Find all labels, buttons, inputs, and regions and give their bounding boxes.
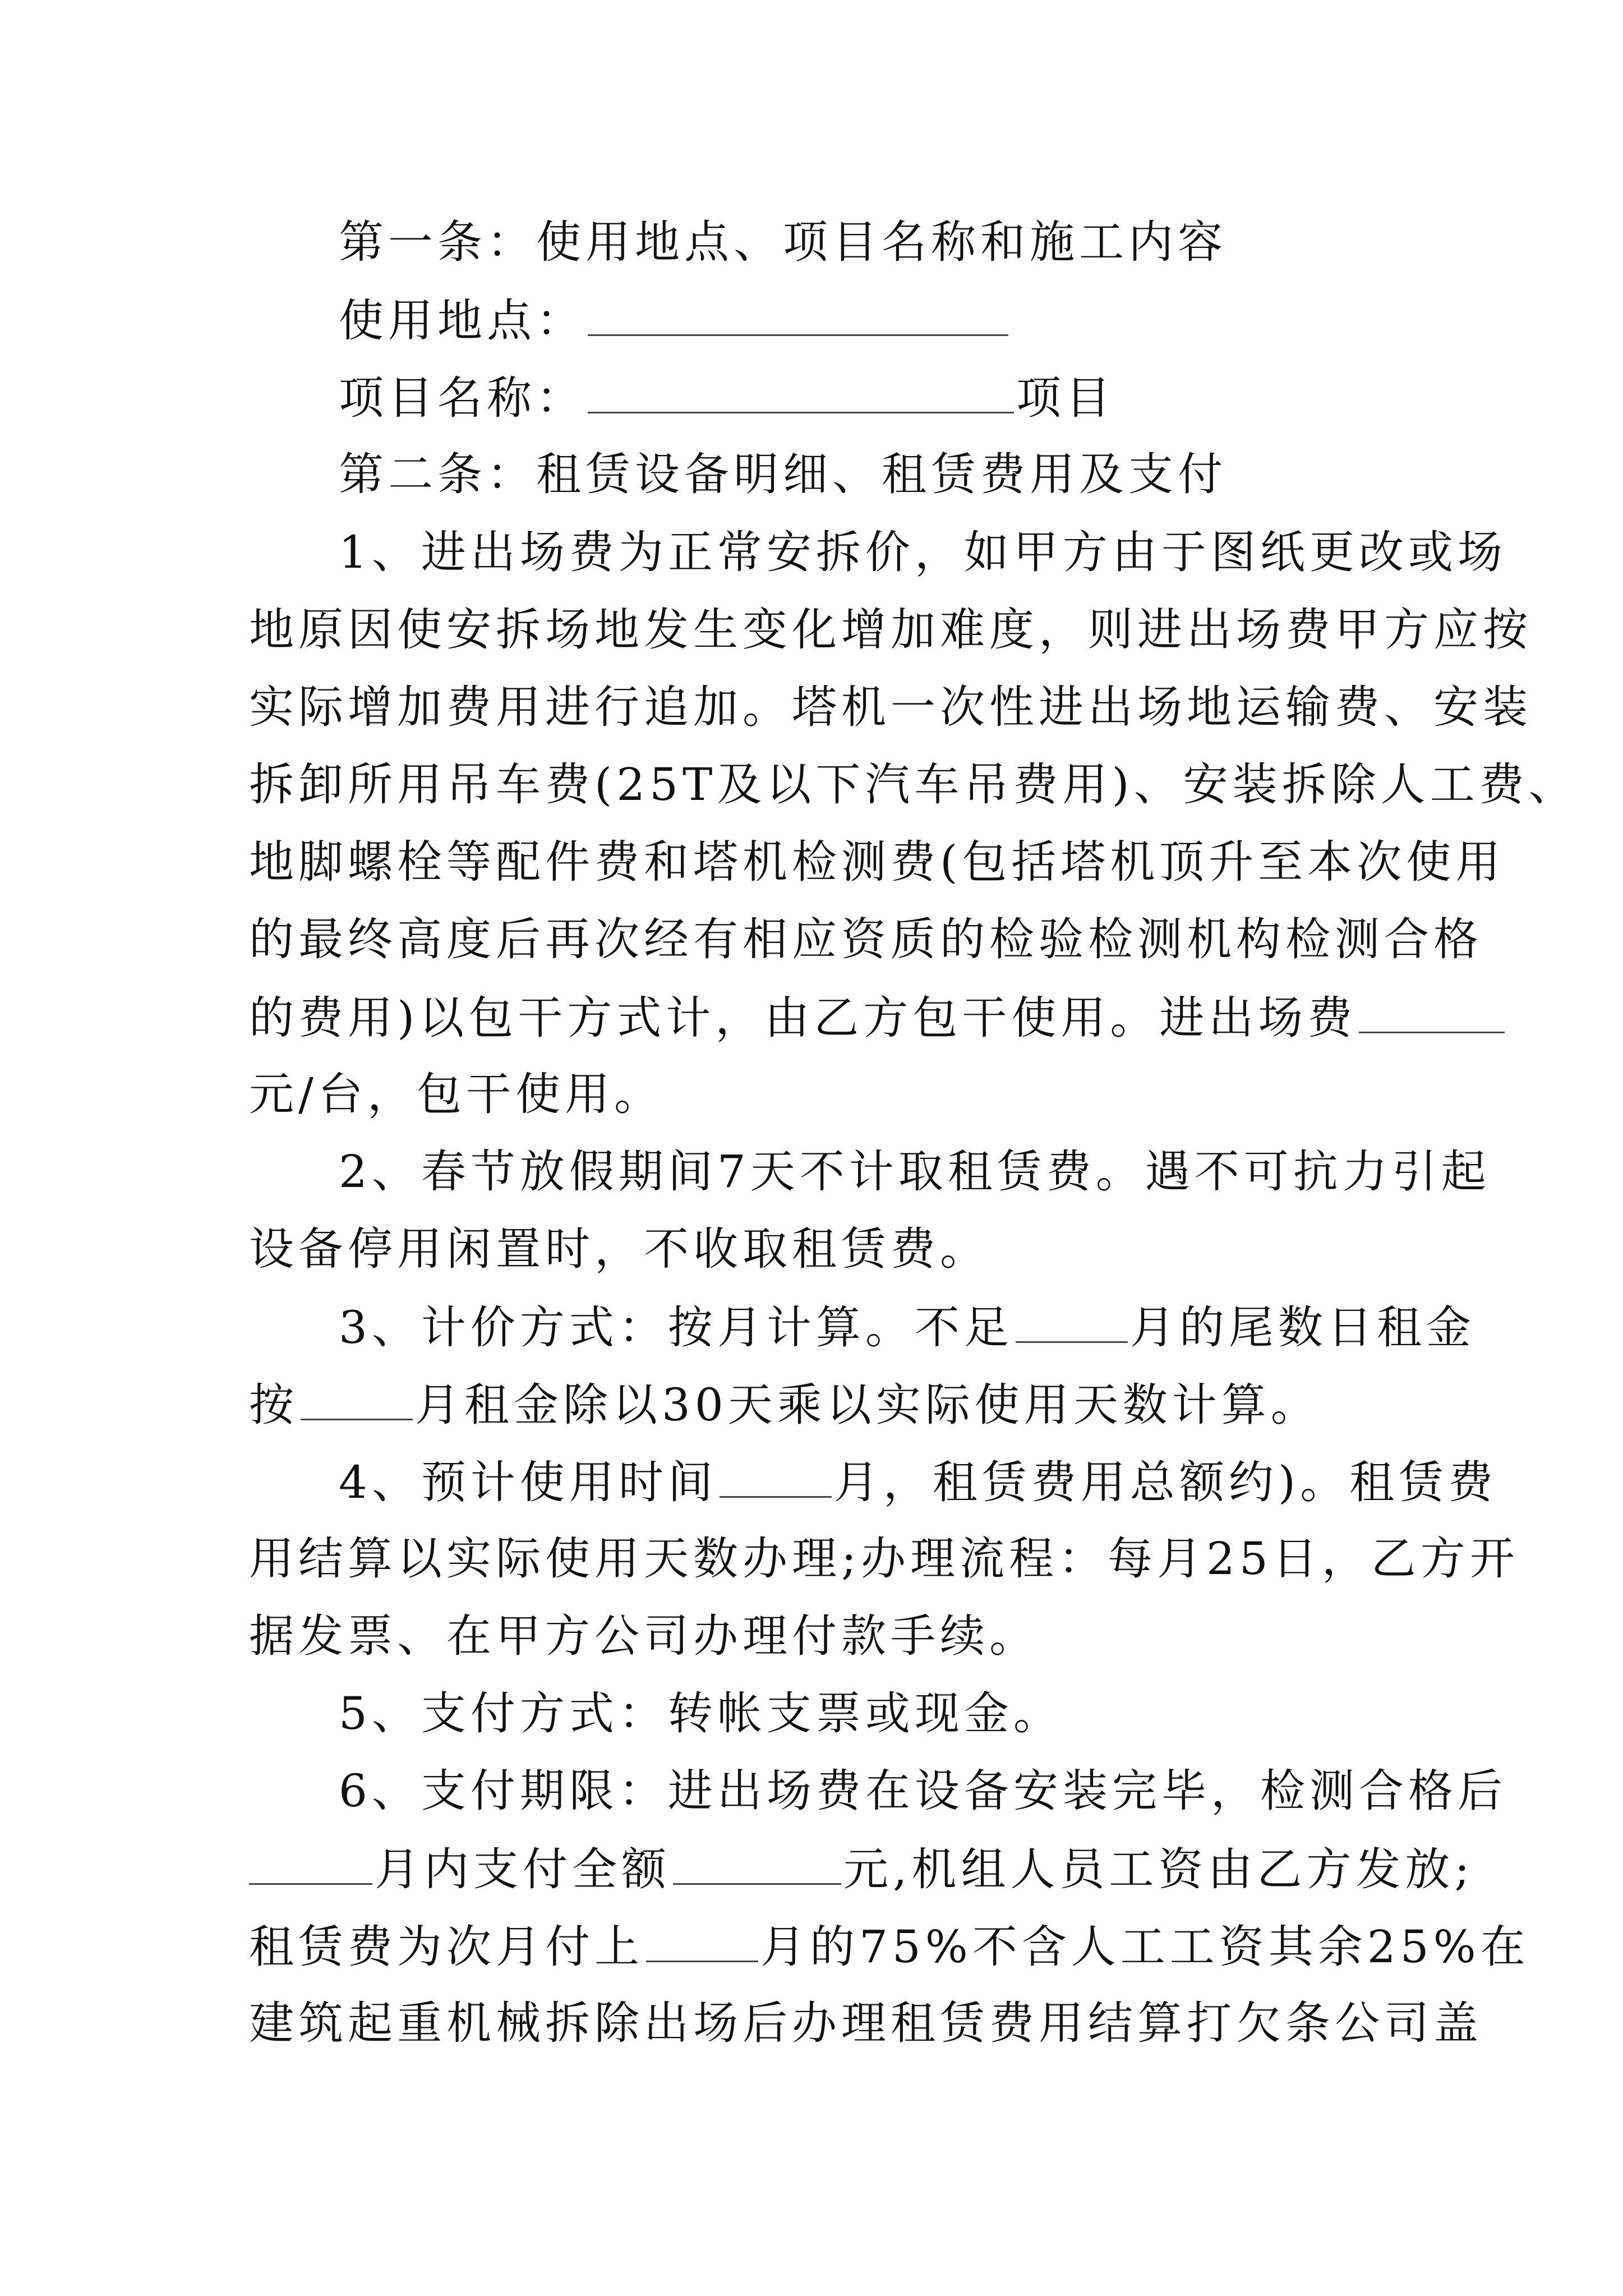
item3-line-1 xyxy=(339,1301,1476,1354)
article1-heading-text: 第一条：使用地点、项目名称和施工内容 xyxy=(339,216,1227,268)
project-suffix: 项目 xyxy=(1016,372,1115,424)
item2-line-2 xyxy=(249,1223,989,1275)
item6-line-3 xyxy=(249,1921,1530,1973)
item6-text-1: 6、支付期限：进出场费在设备安装完毕，检测合格后 xyxy=(339,1765,1507,1817)
item2-line-1 xyxy=(339,1145,1491,1198)
project-blank xyxy=(588,375,1014,413)
item5-text-1: 5、支付方式：转帐支票或现金。 xyxy=(339,1687,1063,1740)
monthly-rent-blank xyxy=(301,1382,413,1420)
usage-period-blank xyxy=(720,1459,832,1498)
item6-text-2-end: 元,机组人员工资由乙方发放; xyxy=(843,1843,1474,1895)
item1-text-1: 1、进出场费为正常安拆价，如甲方由于图纸更改或场 xyxy=(339,526,1507,578)
item4-text-1-end: 月，租赁费用总额约)。租赁费 xyxy=(833,1456,1498,1508)
item4-text-3: 据发票、在甲方公司办理付款手续。 xyxy=(249,1610,1039,1662)
article1-heading xyxy=(339,216,1227,268)
item4-text-2: 用结算以实际使用天数办理;办理流程：每月25日，乙方开 xyxy=(249,1533,1519,1585)
item6-text-3-start: 租赁费为次月付上 xyxy=(249,1921,644,1973)
item5-line-1 xyxy=(339,1687,1063,1740)
item3-text-1: 3、计价方式：按月计算。不足 xyxy=(339,1301,1013,1354)
payment-month-blank xyxy=(249,1846,372,1885)
item1-line-2 xyxy=(249,604,1532,656)
location-blank xyxy=(588,297,1008,336)
item6-line-2 xyxy=(249,1843,1474,1895)
article2-heading xyxy=(339,448,1227,500)
full-amount-blank xyxy=(673,1846,841,1885)
project-label: 项目名称： xyxy=(339,372,585,424)
item4-text-1-start: 4、预计使用时间 xyxy=(339,1456,717,1508)
partial-month-blank xyxy=(1016,1304,1128,1343)
item1-text-2: 地原因使安拆场地发生变化增加难度，则进出场费甲方应按 xyxy=(249,604,1532,656)
item6-text-3-end: 月的75%不含人工工资其余25%在 xyxy=(760,1921,1530,1973)
item1-text-5: 地脚螺栓等配件费和塔机检测费(包括塔机顶升至本次使用 xyxy=(249,836,1505,888)
item4-line-1 xyxy=(339,1456,1498,1508)
item6-text-4: 建筑起重机械拆除出场后办理租赁费用结算打欠条公司盖 xyxy=(249,1997,1483,2049)
item4-line-3 xyxy=(249,1610,1039,1662)
item6-line-4 xyxy=(249,1997,1483,2049)
item1-line-8 xyxy=(249,1068,663,1120)
item3-line-2 xyxy=(249,1379,1320,1431)
item1-line-1 xyxy=(339,526,1507,578)
entry-fee-blank xyxy=(1359,995,1505,1033)
item1-text-4: 拆卸所用吊车费(25T及以下汽车吊费用)、安装拆除人工费、 xyxy=(249,758,1578,811)
item1-line-3 xyxy=(249,681,1532,733)
item2-text-1: 2、春节放假期间7天不计取租赁费。遇不可抗力引起 xyxy=(339,1145,1491,1198)
previous-month-blank xyxy=(646,1924,758,1962)
location-line xyxy=(339,295,1011,347)
item1-text-7: 的费用)以包干方式计，由乙方包干使用。进出场费 xyxy=(249,992,1357,1044)
item3-text-2-end: 月租金除以30天乘以实际使用天数计算。 xyxy=(415,1379,1320,1431)
item2-text-2: 设备停用闲置时，不收取租赁费。 xyxy=(249,1223,989,1275)
project-line xyxy=(339,372,1115,424)
item1-text-3: 实际增加费用进行追加。塔机一次性进出场地运输费、安装 xyxy=(249,681,1532,733)
location-label: 使用地点： xyxy=(339,295,585,347)
item1-line-7 xyxy=(249,992,1507,1044)
item3-text-2-start: 按 xyxy=(249,1379,298,1431)
item1-text-8: 元/台，包干使用。 xyxy=(249,1068,663,1120)
item6-text-2-mid: 月内支付全额 xyxy=(375,1843,671,1895)
article2-heading-text: 第二条：租赁设备明细、租赁费用及支付 xyxy=(339,448,1227,500)
item3-text-1-end: 月的尾数日租金 xyxy=(1129,1301,1476,1354)
item1-line-4 xyxy=(249,758,1578,811)
item4-line-2 xyxy=(249,1533,1519,1585)
item1-line-6 xyxy=(249,913,1483,965)
item1-line-5 xyxy=(249,836,1505,888)
item6-line-1 xyxy=(339,1765,1507,1817)
item1-text-6: 的最终高度后再次经有相应资质的检验检测机构检测合格 xyxy=(249,913,1483,965)
